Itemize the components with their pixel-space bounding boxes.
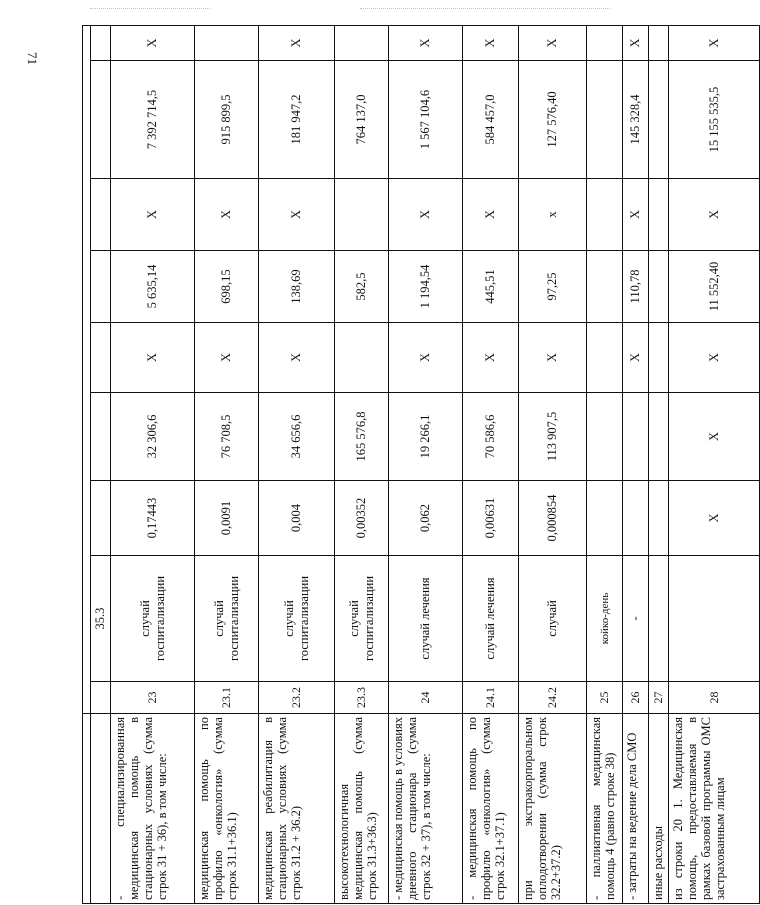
row-col-e-cell bbox=[649, 25, 669, 60]
row-col-d-cell: 764 137,0 bbox=[335, 61, 389, 179]
row-unit-cell bbox=[649, 556, 669, 682]
row-col-d-cell: 915 899,5 bbox=[195, 61, 259, 179]
row-col-a-cell: X bbox=[111, 323, 195, 393]
row-col-d-cell: 584 457,0 bbox=[463, 61, 519, 179]
row-col-d-cell bbox=[649, 61, 669, 179]
row-col-b-cell bbox=[587, 251, 623, 323]
row-cost-cell: 70 586,6 bbox=[463, 393, 519, 481]
row-col-a-cell: X bbox=[389, 323, 463, 393]
cell bbox=[91, 251, 111, 323]
row-rate-cell: 0,00631 bbox=[463, 481, 519, 556]
row-col-e-cell: X bbox=[259, 25, 335, 60]
row-cost-cell bbox=[623, 393, 649, 481]
row-name-cell: из строки 20 1. Медицинская помощь, предоставляемая в рамках базовой программы ОМС застрахованным лицам bbox=[669, 714, 760, 904]
row-name-cell: высокотехнологичная медицинская помощь (сумма строк 31.3+36.3) bbox=[335, 714, 389, 904]
row-col-b-cell: 11 552,40 bbox=[669, 251, 760, 323]
table-row bbox=[519, 25, 587, 903]
row-col-d-cell: 1 567 104,6 bbox=[389, 61, 463, 179]
row-col-e-cell: X bbox=[111, 25, 195, 60]
row-col-b-cell bbox=[649, 251, 669, 323]
table-header-row bbox=[91, 25, 111, 903]
row-unit-cell: койко-день bbox=[587, 556, 623, 682]
row-col-a-cell bbox=[587, 323, 623, 393]
row-code-cell: 24 bbox=[389, 682, 463, 714]
row-col-c-cell bbox=[649, 179, 669, 251]
row-rate-cell bbox=[587, 481, 623, 556]
table-row bbox=[195, 25, 259, 903]
row-rate-cell: 0,0091 bbox=[195, 481, 259, 556]
row-col-a-cell bbox=[649, 323, 669, 393]
row-col-b-cell: 97,25 bbox=[519, 251, 587, 323]
rotated-table bbox=[82, 26, 727, 904]
row-code-cell: 25 bbox=[587, 682, 623, 714]
row-col-c-cell bbox=[335, 179, 389, 251]
row-col-a-cell: X bbox=[669, 323, 760, 393]
table-row bbox=[111, 25, 195, 903]
row-col-a-cell: X bbox=[463, 323, 519, 393]
row-unit-cell: случай bbox=[519, 556, 587, 682]
row-col-a-cell: X bbox=[259, 323, 335, 393]
header-code-cell: 35.3 bbox=[91, 556, 111, 682]
row-col-b-cell: 138,69 bbox=[259, 251, 335, 323]
row-cost-cell bbox=[587, 393, 623, 481]
row-col-e-cell bbox=[195, 25, 259, 60]
top-scan-artifact bbox=[90, 8, 210, 9]
row-cost-cell: 165 576,8 bbox=[335, 393, 389, 481]
row-unit-cell: - bbox=[623, 556, 649, 682]
row-cost-cell: 19 266,1 bbox=[389, 393, 463, 481]
row-cost-cell bbox=[649, 393, 669, 481]
row-col-c-cell: x bbox=[519, 179, 587, 251]
cell bbox=[91, 481, 111, 556]
row-col-b-cell: 582,5 bbox=[335, 251, 389, 323]
row-rate-cell: 0,00352 bbox=[335, 481, 389, 556]
row-name-cell: - затраты на ведение дела СМО bbox=[623, 714, 649, 904]
row-col-c-cell: X bbox=[389, 179, 463, 251]
row-col-e-cell: X bbox=[389, 25, 463, 60]
table-row bbox=[669, 25, 760, 903]
row-code-cell: 27 bbox=[649, 682, 669, 714]
row-cost-cell: 76 708,5 bbox=[195, 393, 259, 481]
row-name-cell: при экстракорпоральном оплодотворении (сумма строк 32.2+37.2) bbox=[519, 714, 587, 904]
row-name-cell: - специализированная медицинская помощь в стационарных условиях (сумма строк 31 + 36), в том числе: bbox=[111, 714, 195, 904]
row-col-c-cell: X bbox=[463, 179, 519, 251]
row-code-cell: 24.1 bbox=[463, 682, 519, 714]
row-col-a-cell: X bbox=[195, 323, 259, 393]
row-unit-cell: случай госпитализации bbox=[335, 556, 389, 682]
row-col-a-cell: X bbox=[623, 323, 649, 393]
table-row bbox=[587, 25, 623, 903]
cell bbox=[91, 61, 111, 179]
row-col-e-cell: X bbox=[669, 25, 760, 60]
cell bbox=[91, 714, 111, 904]
row-rate-cell: 0,004 bbox=[259, 481, 335, 556]
cell bbox=[83, 25, 91, 713]
row-col-e-cell: X bbox=[519, 25, 587, 60]
row-code-cell: 26 bbox=[623, 682, 649, 714]
cell bbox=[91, 682, 111, 714]
cell bbox=[91, 179, 111, 251]
row-rate-cell: 0,000854 bbox=[519, 481, 587, 556]
financing-table bbox=[82, 25, 760, 904]
row-col-d-cell: 145 328,4 bbox=[623, 61, 649, 179]
row-unit-cell bbox=[669, 556, 760, 682]
row-cost-cell: X bbox=[669, 393, 760, 481]
row-code-cell: 23.1 bbox=[195, 682, 259, 714]
row-col-c-cell: X bbox=[669, 179, 760, 251]
table-row bbox=[335, 25, 389, 903]
row-code-cell: 28 bbox=[669, 682, 760, 714]
row-rate-cell bbox=[649, 481, 669, 556]
row-code-cell: 23.2 bbox=[259, 682, 335, 714]
row-name-cell: медицинская реабилитация в стационарных условиях (сумма строк 31.2 + 36.2) bbox=[259, 714, 335, 904]
row-rate-cell: X bbox=[669, 481, 760, 556]
row-unit-cell: случай госпитализации bbox=[259, 556, 335, 682]
row-col-d-cell: 15 155 535,5 bbox=[669, 61, 760, 179]
row-cost-cell: 34 656,6 bbox=[259, 393, 335, 481]
table-row bbox=[389, 25, 463, 903]
table-top-row bbox=[83, 25, 91, 903]
row-col-d-cell: 7 392 714,5 bbox=[111, 61, 195, 179]
page-number: 71 bbox=[25, 52, 40, 65]
row-name-cell: - медицинская помощь по профилю «онкология» (сумма строк 32.1+37.1) bbox=[463, 714, 519, 904]
row-col-b-cell: 110,78 bbox=[623, 251, 649, 323]
table-row bbox=[649, 25, 669, 903]
cell bbox=[91, 323, 111, 393]
row-col-c-cell: X bbox=[623, 179, 649, 251]
row-col-e-cell bbox=[335, 25, 389, 60]
top-scan-artifact bbox=[360, 8, 610, 9]
row-rate-cell bbox=[623, 481, 649, 556]
row-code-cell: 23 bbox=[111, 682, 195, 714]
table-body bbox=[83, 25, 760, 903]
row-rate-cell: 0,062 bbox=[389, 481, 463, 556]
cell bbox=[83, 714, 91, 904]
row-col-a-cell: X bbox=[519, 323, 587, 393]
row-code-cell: 24.2 bbox=[519, 682, 587, 714]
table-row bbox=[463, 25, 519, 903]
cell bbox=[91, 393, 111, 481]
row-name-cell: - паллиативная медицинская помощь 4 (равно строке 38) bbox=[587, 714, 623, 904]
row-col-b-cell: 698,15 bbox=[195, 251, 259, 323]
row-col-c-cell: X bbox=[195, 179, 259, 251]
rotated-table-frame bbox=[82, 26, 727, 904]
row-cost-cell: 32 306,6 bbox=[111, 393, 195, 481]
row-col-e-cell bbox=[587, 25, 623, 60]
row-col-b-cell: 5 635,14 bbox=[111, 251, 195, 323]
row-rate-cell: 0,17443 bbox=[111, 481, 195, 556]
row-unit-cell: случай лечения bbox=[389, 556, 463, 682]
table-row bbox=[623, 25, 649, 903]
row-name-cell: иные расходы bbox=[649, 714, 669, 904]
row-col-e-cell: X bbox=[463, 25, 519, 60]
row-unit-cell: случай лечения bbox=[463, 556, 519, 682]
cell bbox=[91, 25, 111, 60]
row-unit-cell: случай госпитализации bbox=[111, 556, 195, 682]
row-unit-cell: случай госпитализации bbox=[195, 556, 259, 682]
row-col-d-cell: 127 576,40 bbox=[519, 61, 587, 179]
row-col-c-cell bbox=[587, 179, 623, 251]
row-cost-cell: 113 907,5 bbox=[519, 393, 587, 481]
row-name-cell: - медицинская помощь в условиях дневного стационара (сумма строк 32 + 37), в том числе: bbox=[389, 714, 463, 904]
row-name-cell: медицинская помощь по профилю «онкология» (сумма строк 31.1+36.1) bbox=[195, 714, 259, 904]
row-col-b-cell: 1 194,54 bbox=[389, 251, 463, 323]
row-col-a-cell bbox=[335, 323, 389, 393]
row-col-e-cell: X bbox=[623, 25, 649, 60]
row-col-c-cell: X bbox=[111, 179, 195, 251]
row-code-cell: 23.3 bbox=[335, 682, 389, 714]
row-col-c-cell: X bbox=[259, 179, 335, 251]
table-row bbox=[259, 25, 335, 903]
row-col-d-cell bbox=[587, 61, 623, 179]
row-col-b-cell: 445,51 bbox=[463, 251, 519, 323]
row-col-d-cell: 181 947,2 bbox=[259, 61, 335, 179]
